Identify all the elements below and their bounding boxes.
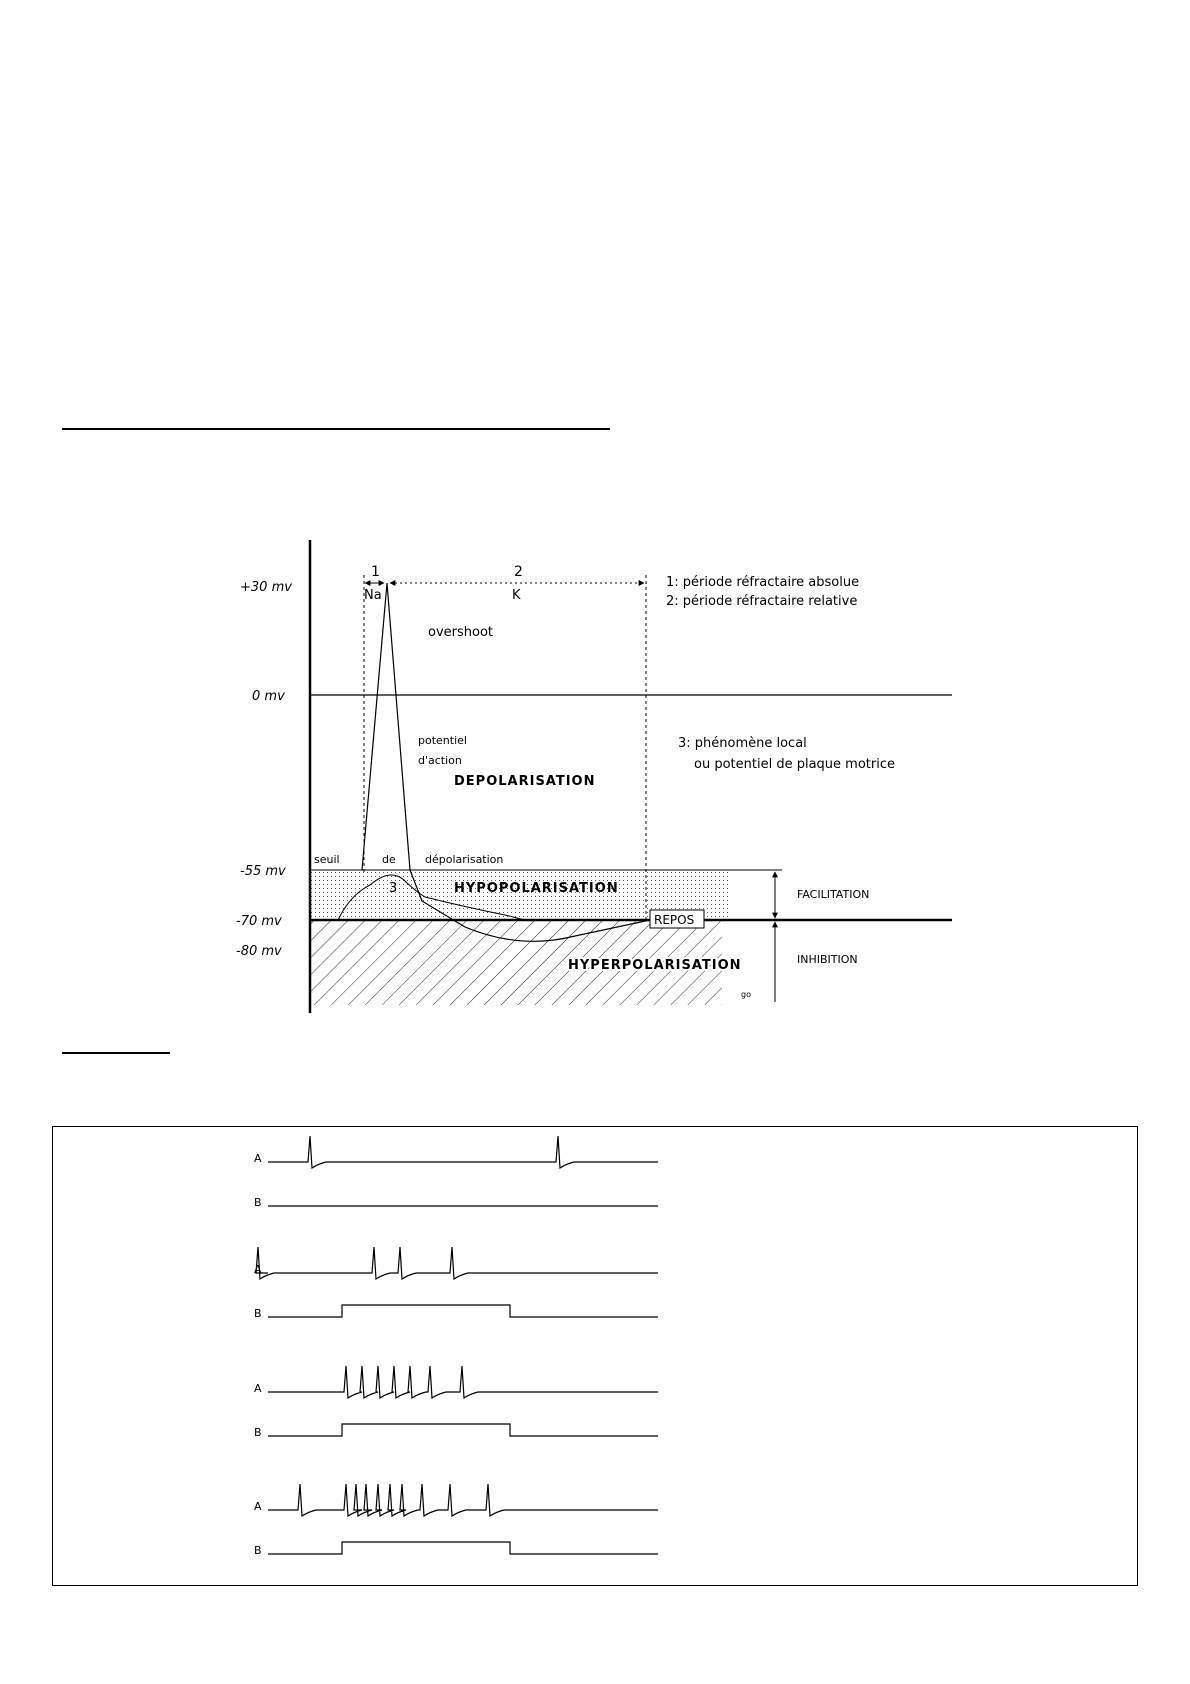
trace-b-label-2: B <box>254 1307 262 1320</box>
trace-group-3 <box>254 1366 658 1439</box>
facilitation-label: FACILITATION <box>797 888 870 901</box>
depolarisation-label: DEPOLARISATION <box>454 774 596 789</box>
period-2-label: 2 <box>514 564 523 580</box>
potentiel-label-1: potentiel <box>418 734 467 747</box>
action-potential-diagram <box>190 535 960 1030</box>
legend-line-1: 1: période réfractaire absolue <box>666 575 860 590</box>
y-label-minus80: -80 mv <box>236 944 282 959</box>
seuil-label: seuil <box>314 853 340 866</box>
legend-line-3: 3: phénomène local <box>678 736 807 751</box>
recordings-figure <box>210 1126 670 1586</box>
trace-group-2 <box>254 1247 658 1320</box>
trace-a-label-4: A <box>254 1500 262 1513</box>
trace-b-3 <box>268 1424 658 1436</box>
trace-group-1 <box>254 1136 658 1209</box>
trace-b-2 <box>268 1305 658 1317</box>
y-label-plus30: +30 mv <box>240 580 292 595</box>
trace-a-label-3: A <box>254 1382 262 1395</box>
trace-a-4 <box>268 1484 658 1516</box>
trace-a-label-1: A <box>254 1152 262 1165</box>
trace-group-4 <box>254 1484 658 1557</box>
hyperpolarisation-label: HYPERPOLARISATION <box>568 958 742 973</box>
ion-na-label: Na <box>364 588 382 603</box>
label-3: 3 <box>389 881 398 896</box>
trace-a-3 <box>268 1366 658 1398</box>
y-label-minus55: -55 mv <box>240 864 286 879</box>
inhibition-label: INHIBITION <box>797 953 858 966</box>
trace-b-4 <box>268 1542 658 1554</box>
trace-b-label-1: B <box>254 1196 262 1209</box>
trace-b-label-3: B <box>254 1426 262 1439</box>
ion-k-label: K <box>512 588 521 603</box>
period-1-label: 1 <box>371 564 380 580</box>
corner-mark: go <box>741 990 751 999</box>
trace-a-2 <box>256 1247 658 1279</box>
hypopolarisation-label: HYPOPOLARISATION <box>454 881 619 896</box>
y-label-minus70: -70 mv <box>236 914 282 929</box>
de-label: de <box>382 853 396 866</box>
legend-line-2: 2: période réfractaire relative <box>666 594 858 609</box>
depolarisation-lower-label: dépolarisation <box>425 853 504 866</box>
trace-b-label-4: B <box>254 1544 262 1557</box>
trace-a-1 <box>268 1136 658 1168</box>
figure-underline <box>62 1052 170 1054</box>
repos-label: REPOS <box>654 913 695 927</box>
overshoot-label: overshoot <box>428 625 494 640</box>
section-underline <box>62 428 610 430</box>
trace-a-label-2: A <box>254 1263 262 1276</box>
legend-line-4: ou potentiel de plaque motrice <box>694 757 895 772</box>
potentiel-label-2: d'action <box>418 754 462 767</box>
y-label-0: 0 mv <box>252 689 285 704</box>
